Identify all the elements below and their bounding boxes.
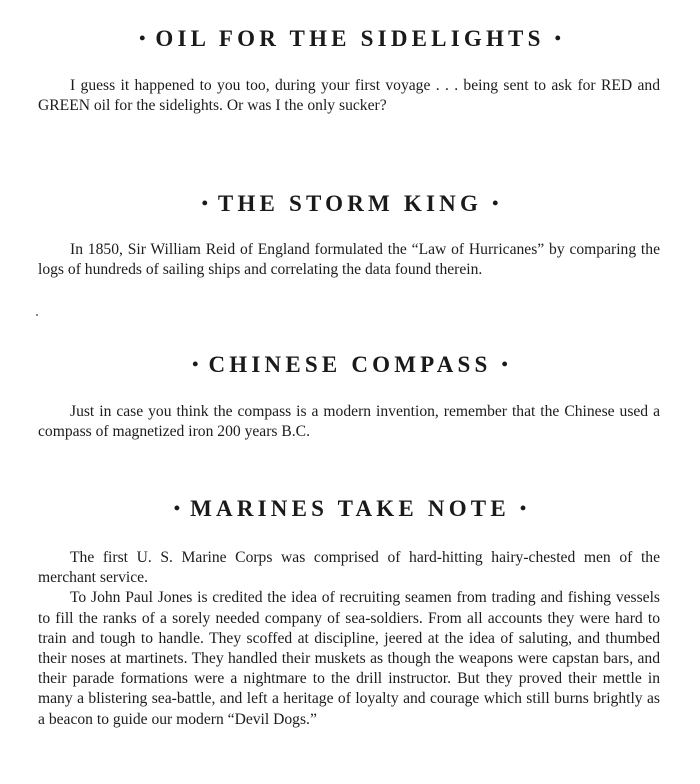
scan-speck	[36, 314, 38, 316]
paragraph: To John Paul Jones is credited the idea of recruiting seamen from trading and fishing vessels to fill the ranks of a sorely needed company of sea-soldiers. From all accounts they were hard to train and tough to handle. They scoffed at discipline, jeered at the idea of saluting, and thumbed their noses at martinets. They handled their muskets as though the weapons were capstan bars, and their parade formations were a nightmare to the drill instructor. But they proved their mettle in many a blistering sea-battle, and left a heritage of loyalty and courage which still burns brightly as a beacon to guide our modern “Devil Dogs.”	[38, 589, 660, 728]
bullet-icon: •	[139, 28, 146, 48]
section-body-storm-king	[38, 240, 660, 280]
bullet-icon: •	[192, 354, 199, 374]
section-body-oil-sidelights	[38, 76, 660, 116]
bullet-icon: •	[519, 498, 527, 518]
heading-text: OIL FOR THE SIDELIGHTS	[155, 26, 545, 51]
heading-text: THE STORM KING	[217, 191, 483, 216]
section-heading-storm-king	[0, 189, 700, 218]
paragraph: I guess it happened to you too, during your first voyage . . . being sent to ask for RED and GREEN oil for the sidelights. Or was I the only sucker?	[38, 77, 660, 115]
paragraph: In 1850, Sir William Reid of England formulated the “Law of Hurricanes” by comparing the logs of hundreds of sailing ships and correlating the data found therein.	[38, 241, 660, 279]
paragraph: The first U. S. Marine Corps was comprised of hard-hitting hairy-chested men of the merchant service.	[38, 549, 660, 587]
heading-text: CHINESE COMPASS	[208, 352, 492, 377]
section-heading-chinese-compass	[0, 350, 700, 379]
bullet-icon: •	[201, 193, 208, 213]
section-body-marines-take-note	[38, 548, 660, 730]
bullet-icon: •	[492, 193, 499, 213]
section-heading-oil-sidelights	[0, 24, 700, 53]
bullet-icon: •	[173, 498, 181, 518]
section-body-chinese-compass	[38, 402, 660, 442]
paragraph: Just in case you think the compass is a modern invention, remember that the Chinese used a compass of magnetized iron 200 years B.C.	[38, 403, 660, 441]
bullet-icon: •	[554, 28, 561, 48]
bullet-icon: •	[501, 354, 508, 374]
heading-text: MARINES TAKE NOTE	[190, 496, 510, 521]
section-heading-marines-take-note	[0, 494, 700, 523]
